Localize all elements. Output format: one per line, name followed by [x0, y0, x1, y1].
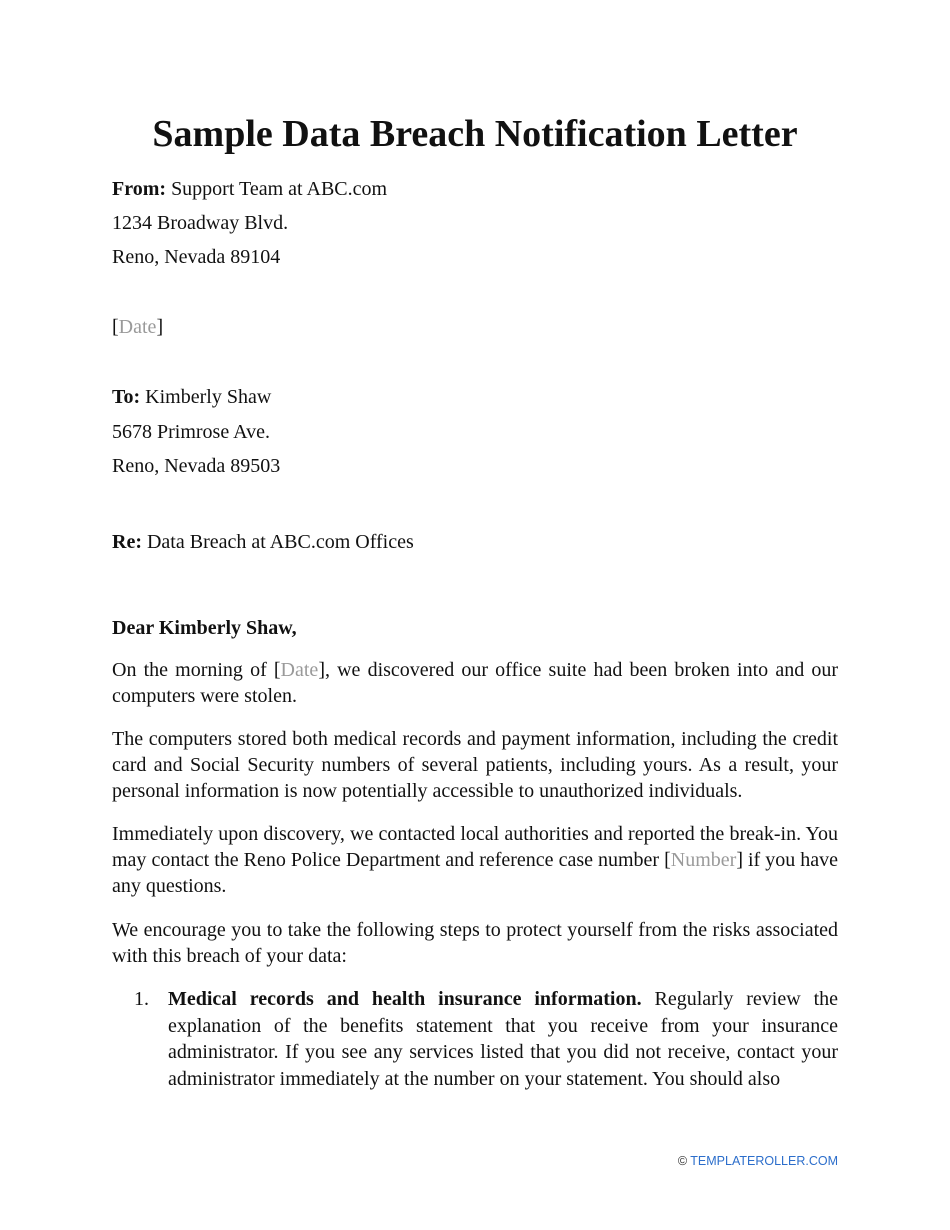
recipient-address-1: 5678 Primrose Ave. [112, 421, 270, 443]
date-bracket-close: ] [156, 316, 164, 338]
salutation: Dear Kimberly Shaw, [112, 617, 297, 639]
date-line [112, 314, 163, 340]
paragraph-text: ], we discovered our office suite had been broken into and our computers were stolen. [112, 659, 838, 707]
paragraph-discovery [112, 657, 838, 709]
footer-credit [678, 1154, 838, 1168]
from-label: From: [112, 178, 167, 200]
paragraph-text: Immediately upon discovery, we contacted local authorities and reported the break-in. You may contact the Reno Police Department and reference case number [ [112, 823, 838, 871]
date-bracket-open: [ [112, 316, 119, 338]
paragraph-computers: The computers stored both medical records and payment information, including the credit card and Social Security numbers of several patients, including yours. As a result, your personal information is now potentially accessible to unauthorized individuals. [112, 728, 838, 802]
paragraph-steps-intro: We encourage you to take the following steps to protect yourself from the risks associated with this breach of your data: [112, 919, 838, 967]
site-link[interactable]: TEMPLATEROLLER.COM [690, 1154, 838, 1168]
date-placeholder-inline: Date [280, 659, 319, 681]
copyright-symbol: © [677, 1154, 691, 1168]
to-label: To: [112, 386, 141, 408]
list-item-body: Regularly review the explanation of the benefits statement that you receive from your insurance administrator. If you see any services listed that you did not receive, contact your administrator immediately at the number on your statement. You should also [168, 988, 838, 1090]
recipient-line [112, 384, 271, 410]
number-placeholder: Number [670, 849, 737, 871]
paragraph-text: ] if you have any questions. [112, 849, 838, 897]
recipient-address-2: Reno, Nevada 89503 [112, 455, 281, 477]
subject-line [112, 529, 414, 555]
date-placeholder: Date [118, 316, 157, 338]
list-item-text [168, 986, 838, 1092]
paragraph-text: On the morning of [ [112, 659, 281, 681]
sender-name: Support Team at ABC.com [166, 178, 388, 200]
list-item-heading: Medical records and health insurance information. [168, 988, 642, 1010]
list-item [112, 986, 838, 1092]
re-label: Re: [112, 531, 142, 553]
paragraph-authorities [112, 821, 838, 899]
subject-text: Data Breach at ABC.com Offices [141, 531, 414, 553]
sender-address-2: Reno, Nevada 89104 [112, 246, 281, 268]
list-item-number: 1. [134, 988, 149, 1010]
page-title: Sample Data Breach Notification Letter [152, 113, 798, 155]
recipient-name: Kimberly Shaw [140, 386, 272, 408]
sender-address-1: 1234 Broadway Blvd. [112, 212, 289, 234]
sender-line [112, 176, 387, 202]
